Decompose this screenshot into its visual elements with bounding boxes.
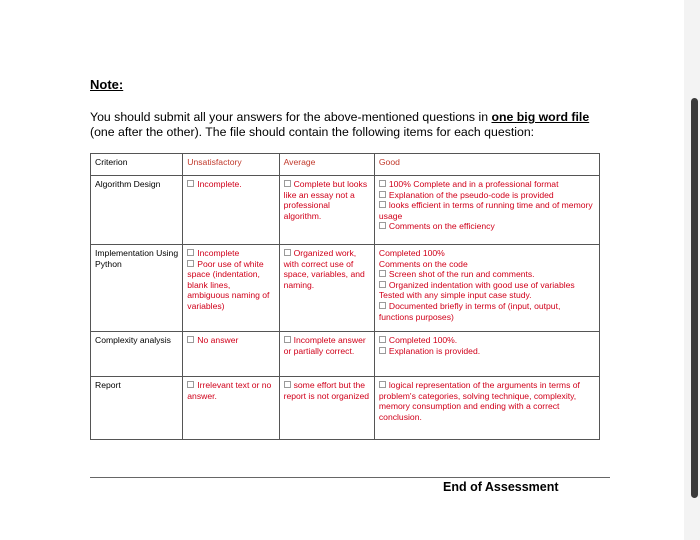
cell-text: logical representation of the arguments in terms of problem's categories, solving technique, complexity, memory consumption and ending with a correct conclusion.	[378, 380, 580, 422]
table-row	[91, 176, 600, 245]
list-item: Completed 100%.	[379, 335, 595, 346]
unsatisfactory-cell	[183, 245, 279, 332]
list-item: Comments on the code	[378, 258, 468, 269]
note-title: Note:	[90, 77, 124, 92]
intro-text-before: You should submit all your answers for the above-mentioned questions in	[90, 110, 492, 124]
cell-text: Irrelevant text or no answer.	[187, 380, 272, 401]
good-cell	[374, 176, 599, 245]
cell-text: Incomplete.	[197, 179, 242, 189]
average-cell	[279, 377, 374, 440]
checkbox-icon	[379, 222, 386, 229]
checkbox-icon	[379, 336, 386, 343]
intro-text-after: (one after the other). The file should contain the following items for each question:	[90, 125, 535, 139]
checkbox-icon	[284, 336, 291, 343]
criterion-cell: Implementation Using Python	[91, 245, 183, 332]
header-good: Good	[374, 154, 599, 176]
rubric-table	[90, 153, 600, 440]
header-average: Average	[279, 154, 374, 176]
table-row	[91, 332, 600, 377]
table-row	[91, 245, 600, 332]
checkbox-icon	[379, 191, 386, 198]
unsatisfactory-cell	[183, 332, 279, 377]
list-item: looks efficient in terms of running time and of memory usage	[378, 200, 593, 221]
list-item: Explanation of the pseudo-code is provided	[379, 190, 595, 201]
checkbox-icon	[284, 249, 291, 256]
list-item: Explanation is provided.	[379, 346, 595, 357]
list-item: 100% Complete and in a professional format	[379, 179, 595, 190]
cell-text: Complete but looks like an essay not a professional algorithm.	[283, 179, 368, 221]
list-item: Incomplete	[187, 248, 274, 259]
vertical-scrollbar[interactable]	[691, 98, 698, 498]
criterion-cell: Algorithm Design	[91, 176, 183, 245]
header-criterion: Criterion	[91, 154, 183, 176]
checkbox-icon	[187, 249, 194, 256]
average-cell	[279, 176, 374, 245]
divider	[90, 477, 610, 478]
checkbox-icon	[379, 270, 386, 277]
checkbox-icon	[187, 336, 194, 343]
cell-text: Organized work, with correct use of space, variables, and naming.	[283, 248, 365, 290]
good-cell	[374, 332, 599, 377]
good-cell	[374, 245, 599, 332]
checkbox-icon	[379, 180, 386, 187]
list-item: Completed 100%	[378, 248, 445, 258]
end-of-assessment: End of Assessment	[443, 480, 559, 494]
list-item: Tested with any simple input case study.	[378, 290, 532, 301]
intro-emphasis: one big word file	[491, 110, 590, 124]
checkbox-icon	[187, 260, 194, 267]
checkbox-icon	[379, 281, 386, 288]
checkbox-icon	[379, 201, 386, 208]
table-row	[91, 377, 600, 440]
list-item: Documented briefly in terms of (input, output, functions purposes)	[378, 300, 561, 322]
checkbox-icon	[379, 347, 386, 354]
criterion-cell: Report	[91, 377, 183, 440]
good-cell	[374, 377, 599, 440]
unsatisfactory-cell	[183, 377, 279, 440]
list-item: Comments on the efficiency	[379, 221, 595, 232]
table-header-row	[91, 154, 600, 176]
checkbox-icon	[187, 381, 194, 388]
checkbox-icon	[284, 180, 291, 187]
list-item: Poor use of white space (indentation, blank lines, ambiguous naming of variables)	[187, 258, 270, 311]
list-item: Organized indentation with good use of variables	[379, 280, 595, 291]
checkbox-icon	[379, 302, 386, 309]
checkbox-icon	[284, 381, 291, 388]
average-cell	[279, 332, 374, 377]
cell-text: No answer	[197, 335, 239, 345]
header-unsatisfactory: Unsatisfactory	[183, 154, 279, 176]
average-cell	[279, 245, 374, 332]
cell-text: some effort but the report is not organized	[283, 380, 370, 401]
unsatisfactory-cell	[183, 176, 279, 245]
list-item: Screen shot of the run and comments.	[379, 269, 595, 280]
checkbox-icon	[379, 381, 386, 388]
intro-paragraph	[90, 110, 610, 140]
checkbox-icon	[187, 180, 194, 187]
cell-text: Incomplete answer or partially correct.	[283, 335, 366, 356]
criterion-cell: Complexity analysis	[91, 332, 183, 377]
